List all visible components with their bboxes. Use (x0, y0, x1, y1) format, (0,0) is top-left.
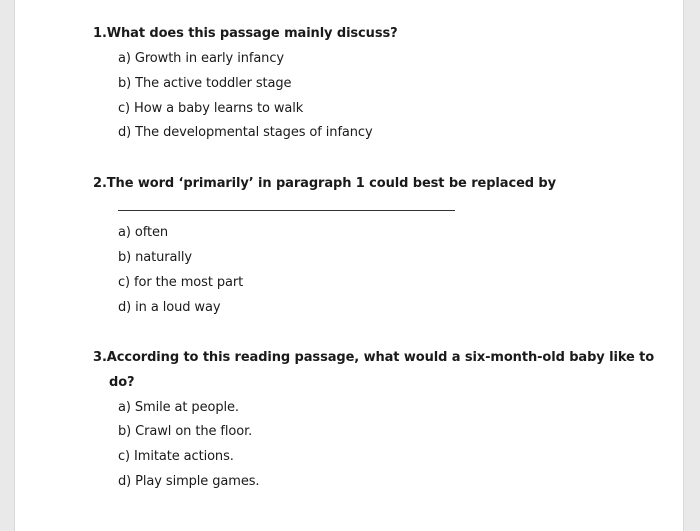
question-2-option-b: b) naturally (118, 250, 193, 265)
question-1-option-c: c) How a baby learns to walk (118, 101, 304, 116)
question-1-title: 1.What does this passage mainly discuss? (93, 26, 398, 41)
question-3-option-d: d) Play simple games. (118, 474, 260, 489)
question-3-title-line-2: do? (109, 375, 135, 390)
question-3-title-line-1: 3.According to this reading passage, what would a six-month-old baby like to (93, 350, 655, 365)
question-1-option-d: d) The developmental stages of infancy (118, 125, 373, 140)
question-1-option-b: b) The active toddler stage (118, 76, 292, 91)
question-2-title: 2.The word ‘primarily’ in paragraph 1 could best be replaced by (93, 176, 556, 191)
question-3-option-c: c) Imitate actions. (118, 449, 234, 464)
question-2-option-d: d) in a loud way (118, 300, 221, 315)
question-3-option-a: a) Smile at people. (118, 400, 239, 415)
question-3-option-b: b) Crawl on the floor. (118, 424, 253, 439)
answer-blank-line (118, 210, 455, 211)
worksheet-page (14, 0, 684, 531)
question-1-option-a: a) Growth in early infancy (118, 51, 284, 66)
question-2-option-a: a) often (118, 225, 169, 240)
question-2-option-c: c) for the most part (118, 275, 244, 290)
